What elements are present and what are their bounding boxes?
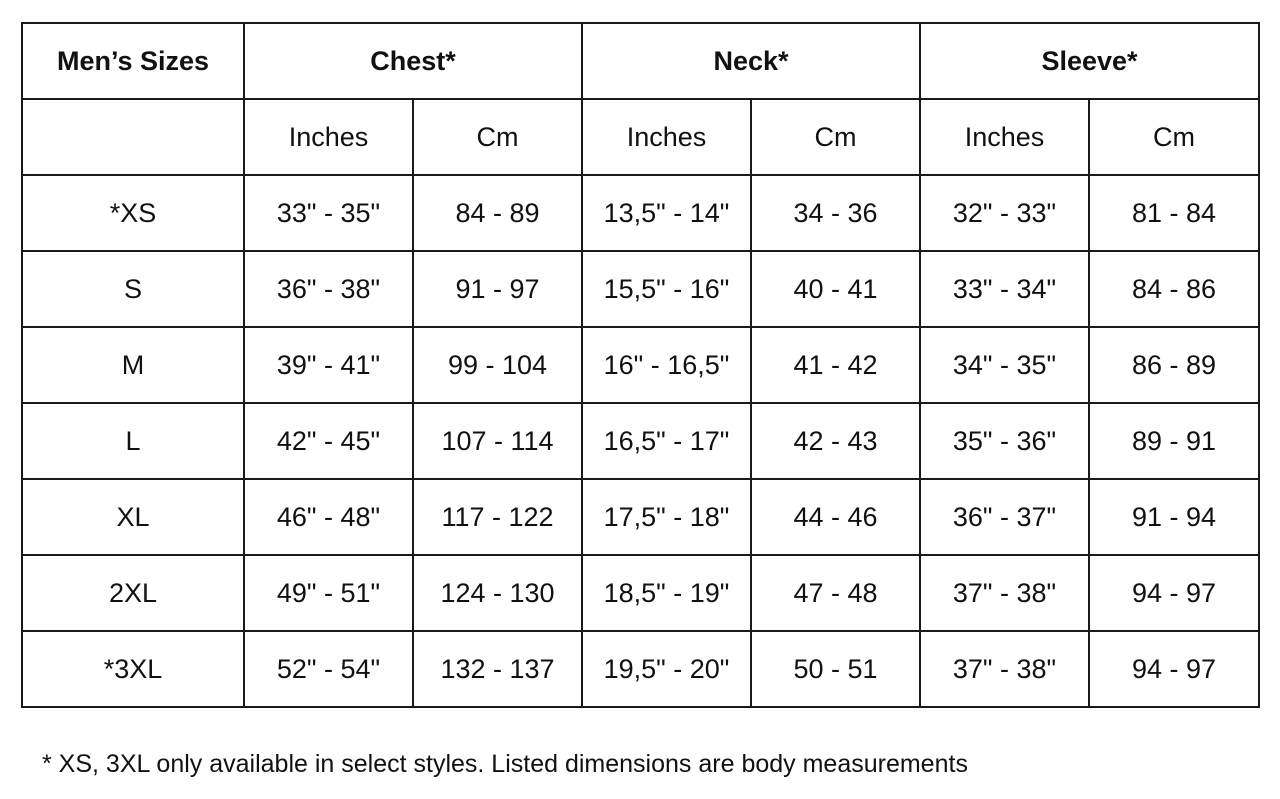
chest-inches-cell: 52" - 54" (244, 631, 413, 707)
neck-inches-cell: 16" - 16,5" (582, 327, 751, 403)
sleeve-inches-cell: 36" - 37" (920, 479, 1089, 555)
table-row (22, 175, 1259, 251)
neck-inches-cell: 13,5" - 14" (582, 175, 751, 251)
sleeve-inches-cell: 37" - 38" (920, 555, 1089, 631)
neck-inches-cell: 15,5" - 16" (582, 251, 751, 327)
sleeve-header: Sleeve* (920, 23, 1259, 99)
size-cell: 2XL (22, 555, 244, 631)
chest-cm-cell: 91 - 97 (413, 251, 582, 327)
sleeve-cm-cell: 84 - 86 (1089, 251, 1259, 327)
sleeve-inches-cell: 37" - 38" (920, 631, 1089, 707)
unit-header-row (22, 99, 1259, 175)
chest-inches-header: Inches (244, 99, 413, 175)
sleeve-inches-header: Inches (920, 99, 1089, 175)
chest-inches-cell: 33" - 35" (244, 175, 413, 251)
size-cell: *XS (22, 175, 244, 251)
chest-inches-cell: 46" - 48" (244, 479, 413, 555)
group-header-row (22, 23, 1259, 99)
neck-cm-cell: 34 - 36 (751, 175, 920, 251)
neck-cm-cell: 40 - 41 (751, 251, 920, 327)
empty-unit-cell (22, 99, 244, 175)
chest-cm-cell: 117 - 122 (413, 479, 582, 555)
chest-inches-cell: 36" - 38" (244, 251, 413, 327)
size-cell: L (22, 403, 244, 479)
chest-cm-header: Cm (413, 99, 582, 175)
neck-inches-cell: 19,5" - 20" (582, 631, 751, 707)
table-row (22, 479, 1259, 555)
sleeve-cm-cell: 81 - 84 (1089, 175, 1259, 251)
sleeve-inches-cell: 35" - 36" (920, 403, 1089, 479)
chest-inches-cell: 39" - 41" (244, 327, 413, 403)
table-row (22, 327, 1259, 403)
chest-inches-cell: 42" - 45" (244, 403, 413, 479)
chest-cm-cell: 107 - 114 (413, 403, 582, 479)
mens-sizes-header: Men’s Sizes (22, 23, 244, 99)
neck-inches-cell: 17,5" - 18" (582, 479, 751, 555)
neck-cm-header: Cm (751, 99, 920, 175)
sleeve-cm-cell: 94 - 97 (1089, 631, 1259, 707)
sleeve-cm-cell: 86 - 89 (1089, 327, 1259, 403)
neck-cm-cell: 50 - 51 (751, 631, 920, 707)
chest-cm-cell: 124 - 130 (413, 555, 582, 631)
chest-cm-cell: 132 - 137 (413, 631, 582, 707)
neck-header: Neck* (582, 23, 920, 99)
table-row (22, 403, 1259, 479)
neck-inches-cell: 18,5" - 19" (582, 555, 751, 631)
neck-inches-header: Inches (582, 99, 751, 175)
table-row (22, 251, 1259, 327)
table-row (22, 555, 1259, 631)
size-cell: *3XL (22, 631, 244, 707)
neck-cm-cell: 41 - 42 (751, 327, 920, 403)
size-cell: XL (22, 479, 244, 555)
sleeve-inches-cell: 32" - 33" (920, 175, 1089, 251)
sleeve-cm-header: Cm (1089, 99, 1259, 175)
neck-cm-cell: 44 - 46 (751, 479, 920, 555)
size-chart-table (21, 22, 1260, 708)
sleeve-cm-cell: 94 - 97 (1089, 555, 1259, 631)
sleeve-inches-cell: 34" - 35" (920, 327, 1089, 403)
chest-cm-cell: 99 - 104 (413, 327, 582, 403)
sleeve-cm-cell: 89 - 91 (1089, 403, 1259, 479)
chest-inches-cell: 49" - 51" (244, 555, 413, 631)
sleeve-cm-cell: 91 - 94 (1089, 479, 1259, 555)
size-cell: S (22, 251, 244, 327)
size-cell: M (22, 327, 244, 403)
table-row (22, 631, 1259, 707)
neck-cm-cell: 42 - 43 (751, 403, 920, 479)
neck-cm-cell: 47 - 48 (751, 555, 920, 631)
footnote: * XS, 3XL only available in select styles. Listed dimensions are body measurements (42, 750, 968, 778)
chest-header: Chest* (244, 23, 582, 99)
sleeve-inches-cell: 33" - 34" (920, 251, 1089, 327)
chest-cm-cell: 84 - 89 (413, 175, 582, 251)
neck-inches-cell: 16,5" - 17" (582, 403, 751, 479)
